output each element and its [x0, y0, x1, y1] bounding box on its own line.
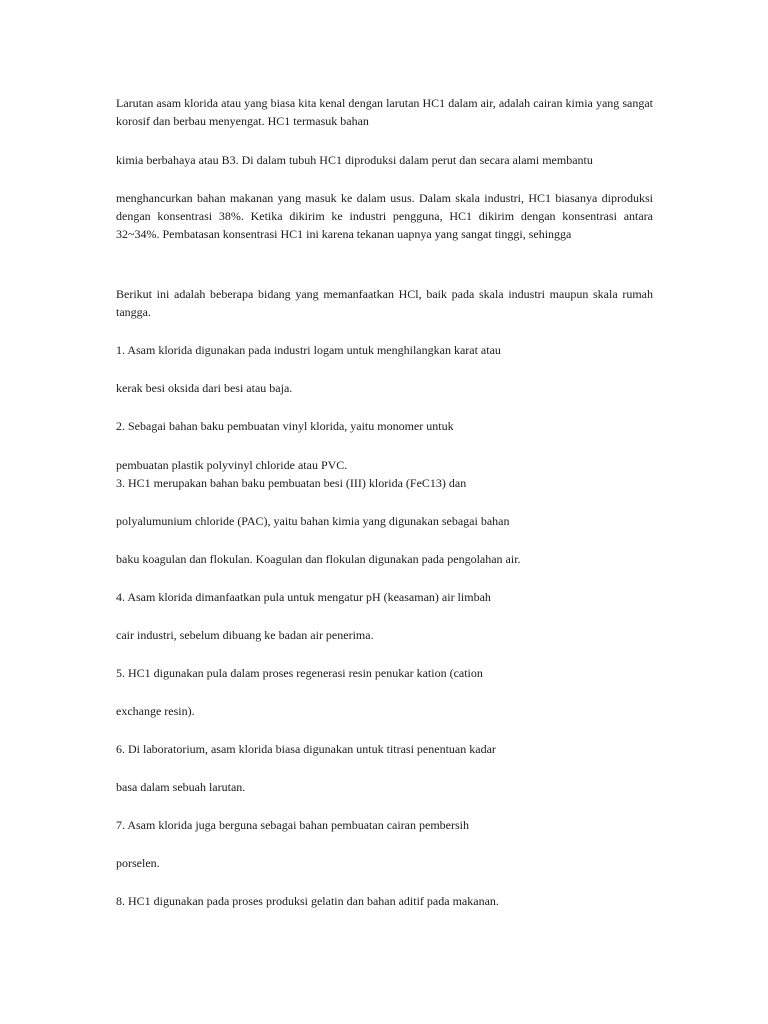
paragraph-b3: kimia berbahaya atau B3. Di dalam tubuh HC1 diproduksi dalam perut dan secara alami membantu: [116, 153, 593, 167]
list-item-4-continued: cair industri, sebelum dibuang ke badan air penerima.: [116, 628, 374, 642]
list-item-6-continued: basa dalam sebuah larutan.: [116, 780, 246, 794]
list-item-5: 5. HC1 digunakan pula dalam proses regenerasi resin penukar kation (cation: [116, 666, 483, 680]
list-item-7-continued: porselen.: [116, 856, 160, 870]
intro-paragraph: Larutan asam klorida atau yang biasa kita kenal dengan larutan HC1 dalam air, adalah cairan kimia yang sangat korosif dan berbau menyengat. HC1 termasuk bahan: [116, 96, 653, 128]
list-item-2: 2. Sebagai bahan baku pembuatan vinyl klorida, yaitu monomer untuk: [116, 419, 454, 433]
list-item-6: 6. Di laboratorium, asam klorida biasa digunakan untuk titrasi penentuan kadar: [116, 742, 496, 756]
list-item-8: 8. HC1 digunakan pada proses produksi gelatin dan bahan aditif pada makanan.: [116, 894, 499, 908]
list-item-1: 1. Asam klorida digunakan pada industri logam untuk menghilangkan karat atau: [116, 343, 501, 357]
list-item-4: 4. Asam klorida dimanfaatkan pula untuk mengatur pH (keasaman) air limbah: [116, 590, 491, 604]
paragraph-uses-intro: Berikut ini adalah beberapa bidang yang memanfaatkan HCl, baik pada skala industri maupun skala rumah tangga.: [116, 287, 653, 319]
list-item-7: 7. Asam klorida juga berguna sebagai bahan pembuatan cairan pembersih: [116, 818, 469, 832]
list-item-3-continued: polyalumunium chloride (PAC), yaitu bahan kimia yang digunakan sebagai bahan: [116, 514, 510, 528]
list-item-3: 3. HC1 merupakan bahan baku pembuatan besi (III) klorida (FeC13) dan: [116, 476, 467, 490]
list-item-5-continued: exchange resin).: [116, 704, 195, 718]
paragraph-industry: menghancurkan bahan makanan yang masuk ke dalam usus. Dalam skala industri, HC1 biasanya diproduksi dengan konsentrasi 38%. Ketika dikirim ke industri pengguna, HC1 dikirim dengan konsentrasi antara 32~34%. Pembatasan konsentrasi HC1 ini karena tekanan uapnya yang sangat tinggi, sehingga: [116, 191, 653, 241]
list-item-3-continued-2: baku koagulan dan flokulan. Koagulan dan flokulan digunakan pada pengolahan air.: [116, 552, 521, 566]
list-item-2-continued: pembuatan plastik polyvinyl chloride atau PVC.: [116, 458, 348, 472]
list-item-1-continued: kerak besi oksida dari besi atau baja.: [116, 381, 293, 395]
